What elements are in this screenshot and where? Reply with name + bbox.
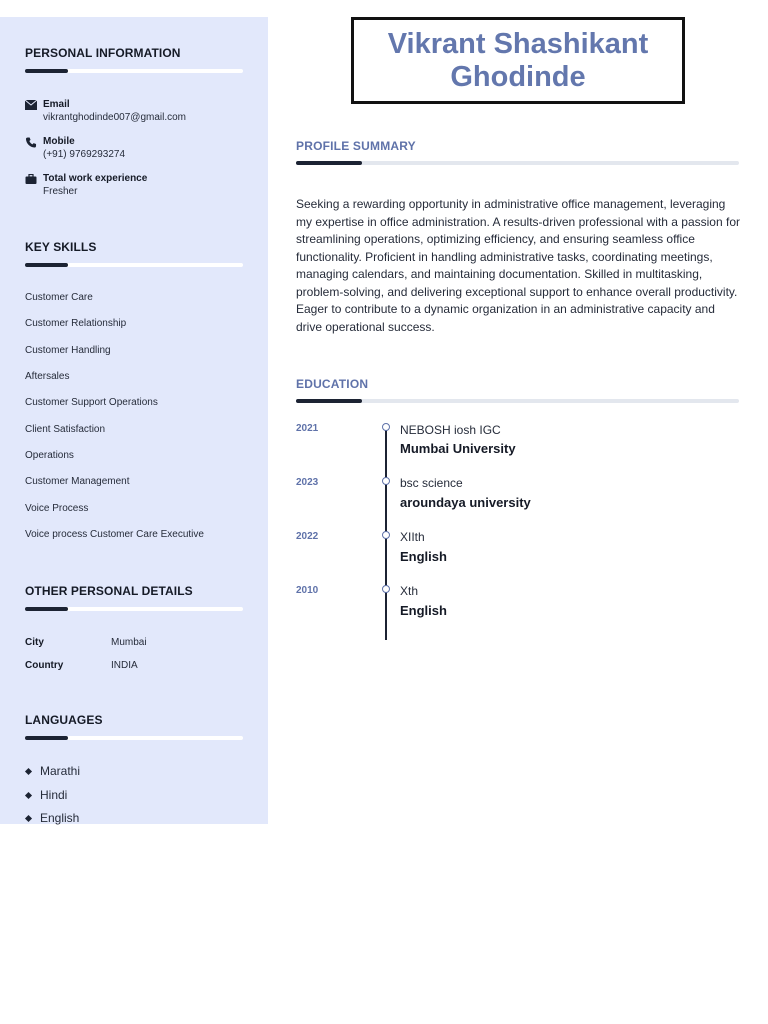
language-name: English <box>40 811 80 825</box>
section-divider <box>25 607 243 611</box>
language-name: Hindi <box>40 788 68 802</box>
envelope-icon <box>25 100 37 110</box>
sidebar <box>0 17 268 824</box>
detail-value-country: INDIA <box>111 660 138 671</box>
experience-label: Total work experience <box>43 173 148 184</box>
education-institution: Mumbai University <box>400 441 516 456</box>
skill-item: Customer Care <box>25 292 93 303</box>
profile-summary-heading: PROFILE SUMMARY <box>296 139 416 153</box>
education-institution: aroundaya university <box>400 495 531 510</box>
detail-value-city: Mumbai <box>111 637 147 648</box>
skill-item: Aftersales <box>25 371 70 382</box>
phone-icon <box>25 137 37 148</box>
detail-key-city: City <box>25 637 44 648</box>
education-year: 2010 <box>296 585 319 596</box>
education-institution: English <box>400 549 447 564</box>
skill-item: Voice Process <box>25 503 89 514</box>
education-heading: EDUCATION <box>296 377 369 391</box>
section-divider <box>296 399 739 403</box>
education-course: XIIth <box>400 530 425 544</box>
skill-item: Customer Handling <box>25 345 111 356</box>
skill-item: Operations <box>25 450 74 461</box>
name-box <box>351 17 685 104</box>
mobile-label: Mobile <box>43 136 75 147</box>
mobile-value[interactable]: (+91) 9769293274 <box>43 149 126 160</box>
skill-item: Customer Relationship <box>25 318 127 329</box>
personal-information-heading: PERSONAL INFORMATION <box>25 46 181 60</box>
education-year: 2022 <box>296 531 319 542</box>
email-label: Email <box>43 99 70 110</box>
experience-value: Fresher <box>43 186 78 197</box>
timeline-node <box>382 423 390 431</box>
email-value[interactable]: vikrantghodinde007@gmail.com <box>43 112 187 123</box>
education-course: NEBOSH iosh IGC <box>400 423 501 437</box>
education-year: 2021 <box>296 423 319 434</box>
skill-item: Client Satisfaction <box>25 424 106 435</box>
skill-item: Customer Management <box>25 476 130 487</box>
skill-item: Voice process Customer Care Executive <box>25 529 204 540</box>
education-institution: English <box>400 603 447 618</box>
education-course: Xth <box>400 584 419 598</box>
education-course: bsc science <box>400 476 463 490</box>
briefcase-icon <box>25 174 37 184</box>
candidate-name: Vikrant Shashikant Ghodinde <box>387 27 649 93</box>
education-year: 2023 <box>296 477 319 488</box>
section-divider <box>296 161 739 165</box>
timeline-node <box>382 585 390 593</box>
detail-key-country: Country <box>25 660 64 671</box>
timeline-node <box>382 477 390 485</box>
section-divider <box>25 263 243 267</box>
section-divider <box>25 736 243 740</box>
section-divider <box>25 69 243 73</box>
key-skills-heading: KEY SKILLS <box>25 240 97 254</box>
profile-summary-text: Seeking a rewarding opportunity in administrative office management, leveraging my expertise in office administration. A results-driven professional with a passion for streamlining operations, optimizing efficiency, and ensuring seamless office functionality. Proficient in handling administrative tasks, coordinating meetings, managing calendars, and maintaining documentation. Skilled in multitasking, problem-solving, and delivering exceptional support to enhance overall productivity. Eager to contribute to a dynamic organization in an administrative capacity and drive operational success. <box>296 197 740 334</box>
languages-heading: LANGUAGES <box>25 713 103 727</box>
timeline-node <box>382 531 390 539</box>
skill-item: Customer Support Operations <box>25 397 158 408</box>
language-name: Marathi <box>40 764 81 778</box>
other-details-heading: OTHER PERSONAL DETAILS <box>25 584 193 598</box>
